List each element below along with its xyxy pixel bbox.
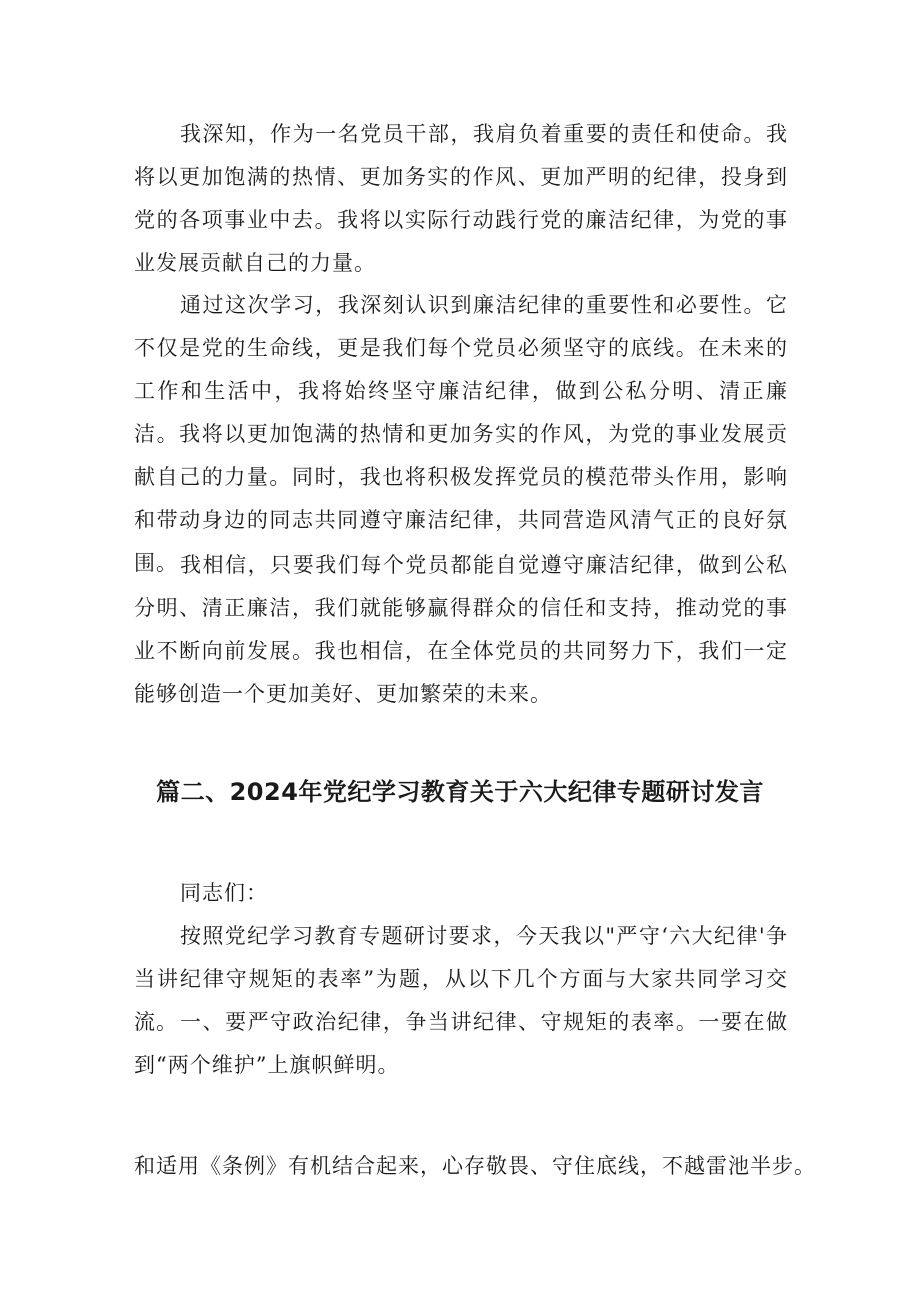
body-paragraph: 通过这次学习，我深刻认识到廉洁纪律的重要性和必要性。它不仅是党的生命线，更是我们每个党员必须坚守的底线。在未来的工作和生活中，我将始终坚守廉洁纪律，做到公私分明、清正廉洁。我将以更加饱满的热情和更加务实的作风，为党的事业发展贡献自己的力量。同时，我也将积极发挥党员的模范带头作用，影响和带动身边的同志共同遵守廉洁纪律，共同营造风清气正的良好氛围。 (134, 293, 788, 575)
body-paragraph: 一、要严守政治纪律，争当讲纪律、守规矩的表率。一要在做到“两个维护”上旗帜鲜明。 (134, 1010, 788, 1077)
section-heading: 篇二、2024年党纪学习教育关于六大纪律专题研讨发言 (156, 778, 764, 806)
body-paragraph: 我深知，作为一名党员干部，我肩负着重要的责任和使命。我将以更加饱满的热情、更加务实的作风、更加严明的纪律，投身到党的各项事业中去。我将以实际行动践行党的廉洁纪律，为党的事业发展贡献自己的力量。 (134, 122, 788, 275)
body-paragraph: 按照党纪学习教育专题研讨要求，今天我以"严守‘六大纪律'争当讲纪律守规矩的表率”为题，从以下几个方面与大家共同学习交流。 (134, 924, 788, 1034)
salutation: 同志们： (180, 881, 268, 905)
body-paragraph: 我相信，只要我们每个党员都能自觉遵守廉洁纪律，做到公私分明、清正廉洁，我们就能够赢得群众的信任和支持，推动党的事业不断向前发展。我也相信，在全体党员的共同努力下，我们一定能够创造一个更加美好、更加繁荣的未来。 (134, 553, 788, 706)
text-fragment: 和适用《条例》有机结合起来，心存敬畏、守住底线，不越雷池半步。 (134, 1154, 816, 1178)
